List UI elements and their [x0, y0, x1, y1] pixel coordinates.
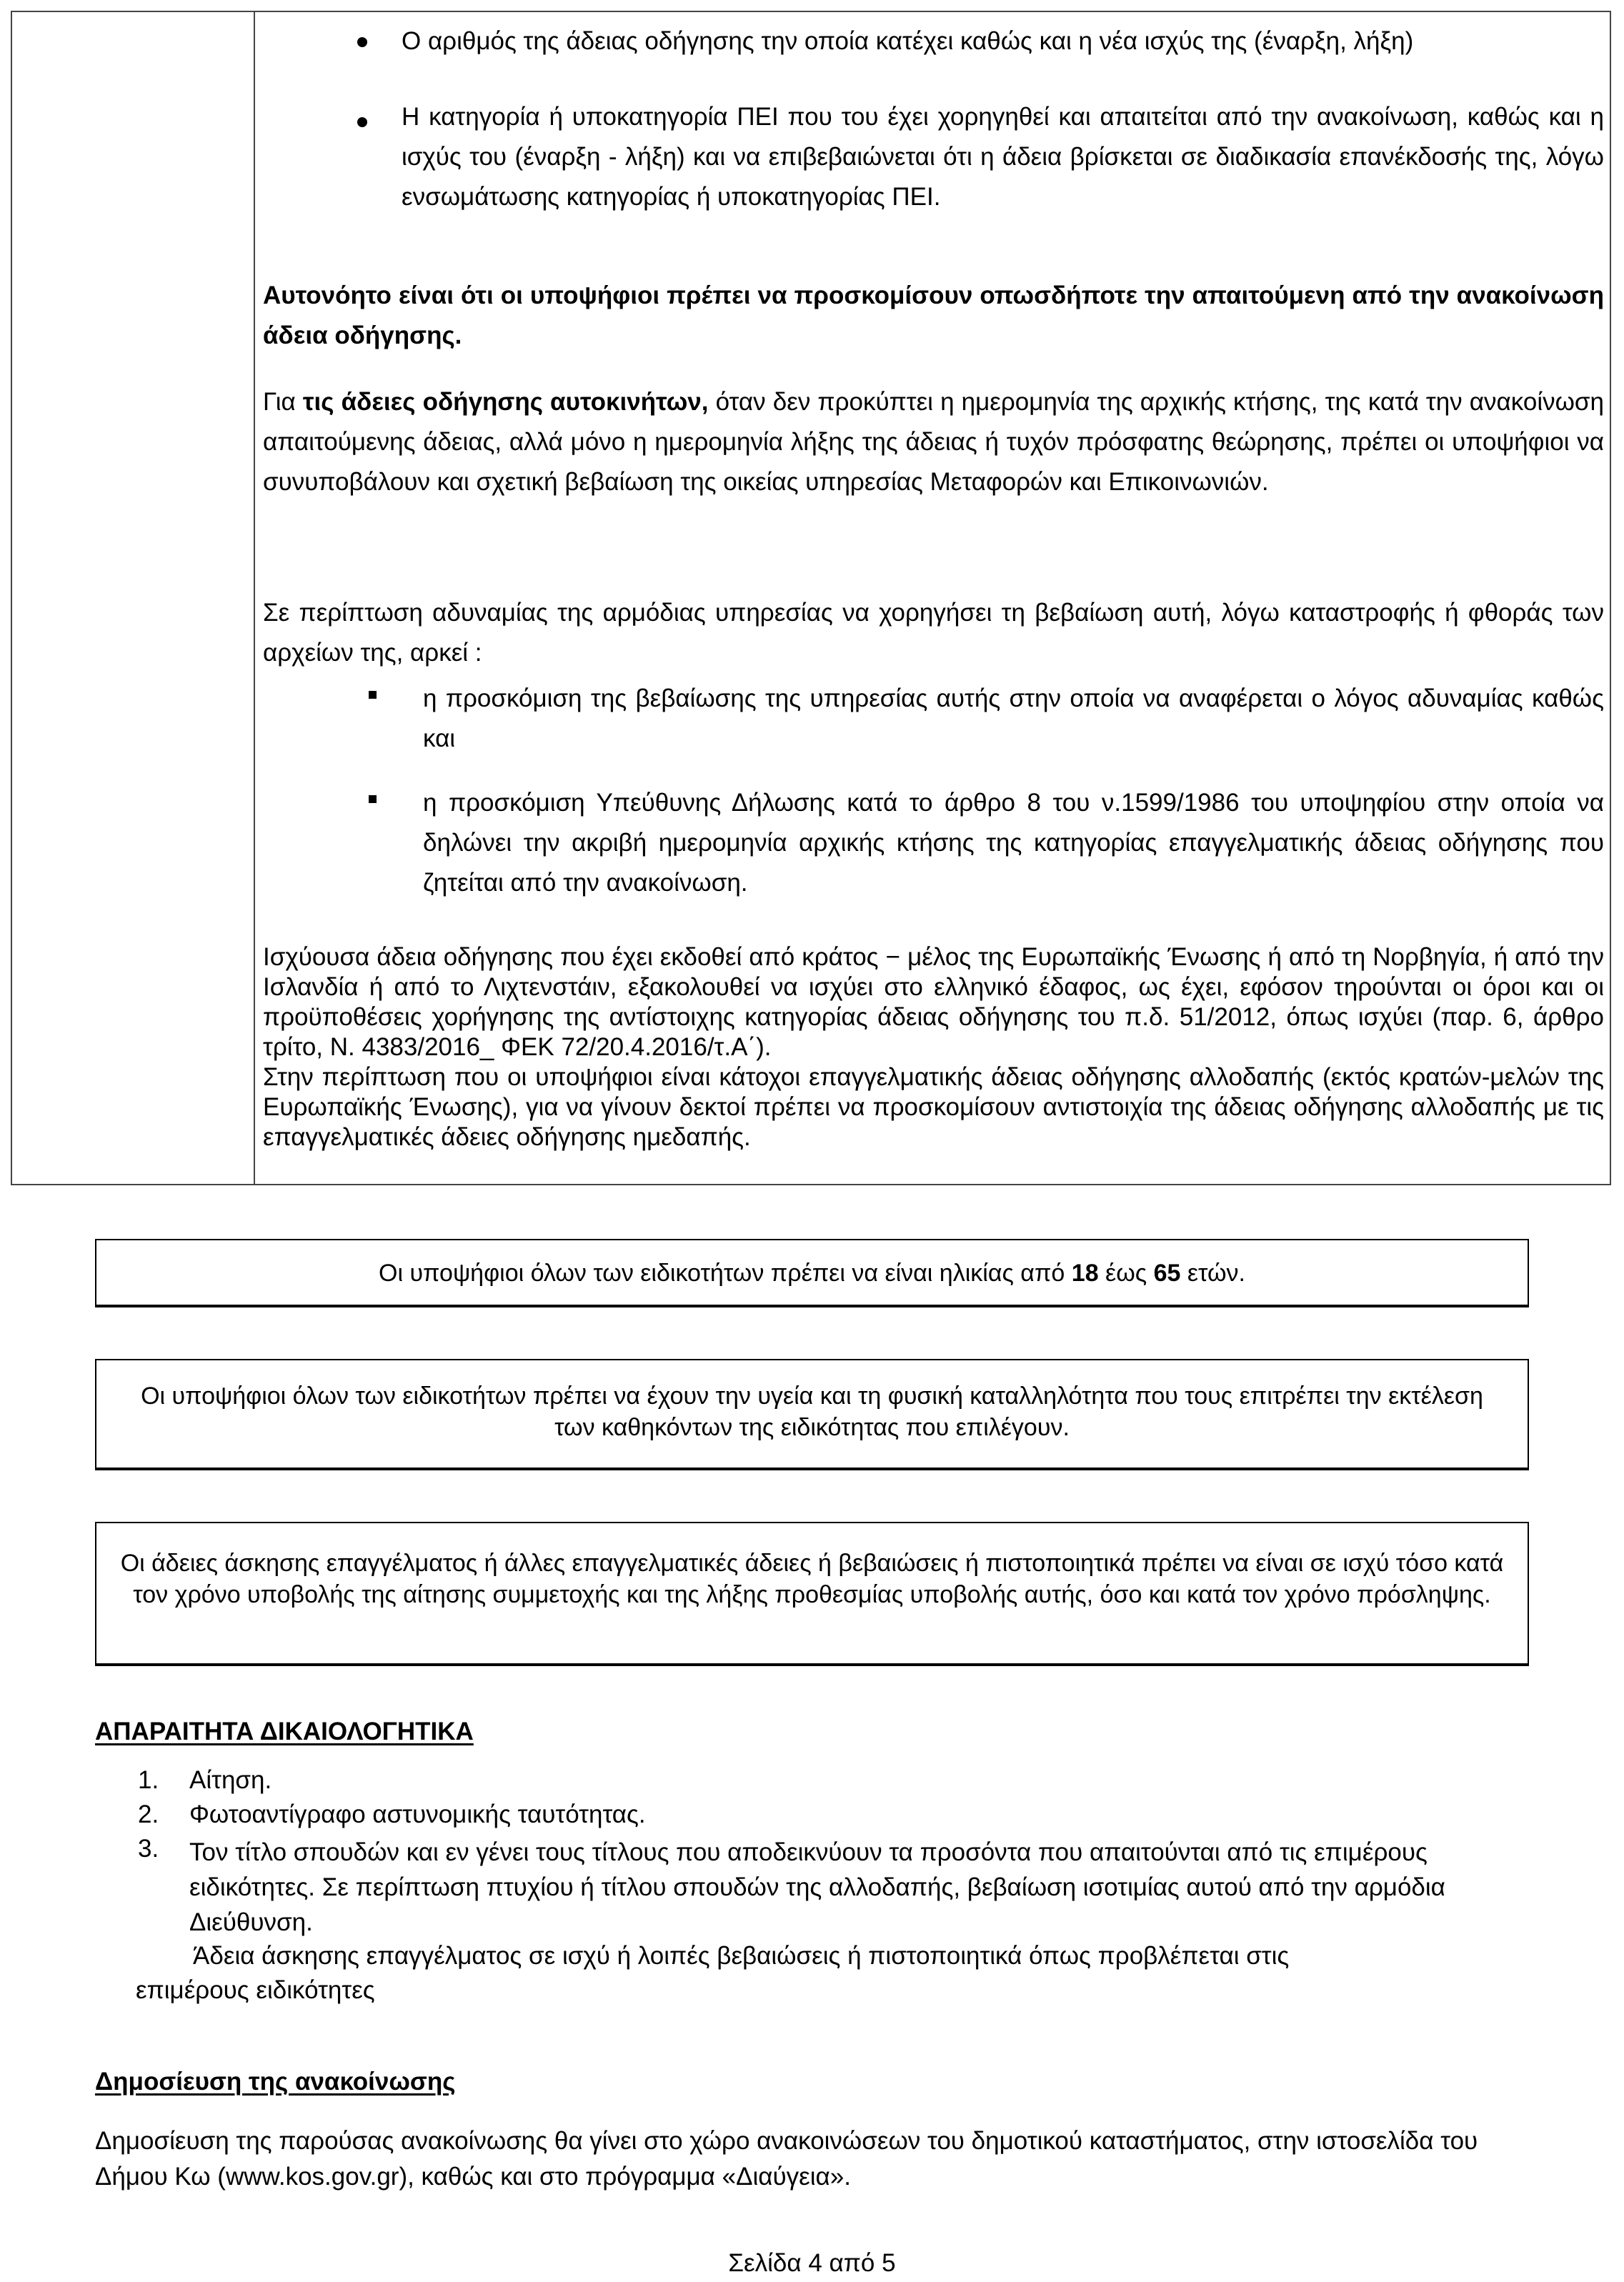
publication-text: Δημοσίευση της παρούσας ανακοίνωσης θα γίνει στο χώρο ανακοινώσεων του δημοτικού καταστήματος, στην ιστοσελίδα του Δήμου Κω (www.kos.gov.gr), καθώς και στο πρόγραμμα «Διαύγεια».: [95, 2127, 1478, 2191]
mandatory-license-note: Αυτονόητο είναι ότι οι υποψήφιοι πρέπει να προσκομίσουν οπωσδήποτε την απαιτούμενη από την ανακοίνωση άδεια οδήγησης.: [263, 281, 1604, 349]
min-age: 18: [1071, 1260, 1099, 1287]
table-column-divider: [254, 11, 255, 1185]
publication-heading: Δημοσίευση της ανακοίνωσης: [95, 2068, 456, 2096]
age-requirement-box: [95, 1239, 1529, 1307]
license-note-line: επιμέρους ειδικότητες: [136, 1976, 375, 2004]
table-left-cell: [12, 12, 252, 1184]
declaration-bullet: η προσκόμιση Υπεύθυνης Δήλωσης κατά το άρθρο 8 του ν.1599/1986 του υποψηφίου στην οποία να δηλώνει την ακριβή ημερομηνία αρχικής κτήσης της κατηγορίας επαγγελματικής άδειας οδήγησης που ζητείται από την ανακοίνωση.: [423, 789, 1604, 897]
license-number-bullet: Ο αριθμός της άδειας οδήγησης την οποία κατέχει καθώς και η νέα ισχύς της (έναρξη, λήξη): [402, 27, 1414, 55]
age-text: Οι υποψήφιοι όλων των ειδικοτήτων πρέπει να είναι ηλικίας από: [379, 1260, 1072, 1287]
cars-bold: τις άδειες οδήγησης αυτοκινήτων,: [302, 388, 709, 416]
max-age: 65: [1153, 1260, 1181, 1287]
bullet-icon: [357, 37, 367, 47]
required-documents-heading: ΑΠΑΡΑΙΤΗΤΑ ΔΙΚΑΙΟΛΟΓΗΤΙΚΑ: [95, 1718, 474, 1745]
health-requirement-box: Οι υποψήφιοι όλων των ειδικοτήτων πρέπει να έχουν την υγεία και τη φυσική καταλληλότητα που τους επιτρέπει την εκτέλεση των καθηκόντων της ειδικότητας που επιλέγουν.: [95, 1359, 1529, 1470]
eu-license-paragraph: Ισχύουσα άδεια οδήγησης που έχει εκδοθεί από κράτος − μέλος της Ευρωπαϊκής Ένωσης ή από τη Νορβηγία, ή από την Ισλανδία ή από το Λιχτενστάιν, εξακολουθεί να ισχύει στο ελληνικό έδαφος, ως έχει, εφόσον τηρούνται οι όροι και οι προϋποθέσεις χορήγησης της αντίστοιχης κατηγορίας άδειας οδήγησης του π.δ. 51/2012, όπως ισχύει (παρ. 6, άρθρο τρίτο, Ν. 4383/2016_ ΦΕΚ 72/20.4.2016/τ.Α΄).: [263, 943, 1604, 1061]
bullet-icon: [357, 117, 367, 127]
document-item: Αίτηση.: [189, 1766, 272, 1794]
square-bullet-icon: [369, 691, 377, 699]
cars-rest: όταν δεν προκύπτει η ημερομηνία της αρχικής κτήσης, της κατά την ανακοίνωση απαιτούμενης άδειας, αλλά μόνο η ημερομηνία λήξης της άδειας ή τυχόν πρόσφατης θεώρησης, πρέπει οι υποψήφιοι να συνυποβάλουν και σχετική βεβαίωση της οικείας υπηρεσίας Μεταφορών και Επικοινωνιών.: [263, 388, 1604, 496]
cars-prefix: Για: [263, 388, 303, 416]
list-number: 3.: [138, 1835, 159, 1863]
list-number: 2.: [138, 1800, 159, 1828]
page-number: Σελίδα 4 από 5: [728, 2249, 896, 2277]
list-number: 1.: [138, 1766, 159, 1794]
age-text: έως: [1098, 1260, 1154, 1287]
foreign-license-paragraph: Στην περίπτωση που οι υποψήφιοι είναι κάτοχοι επαγγελματικής άδειας οδήγησης αλλοδαπής (εκτός κρατών-μελών της Ευρωπαϊκής Ένωσης), για να γίνουν δεκτοί πρέπει να προσκομίσουν αντιστοιχία της άδειας οδήγησης αλλοδαπής με τις επαγγελματικές άδειες οδήγησης ημεδαπής.: [263, 1063, 1604, 1151]
age-text: ετών.: [1180, 1260, 1245, 1287]
certificate-bullet: η προσκόμιση της βεβαίωσης της υπηρεσίας αυτής στην οποία να αναφέρεται ο λόγος αδυναμίας καθώς και: [423, 684, 1604, 752]
document-item: Τον τίτλο σπουδών και εν γένει τους τίτλους που αποδεικνύουν τα προσόντα που απαιτούνται από τις επιμέρους ειδικότητες. Σε περίπτωση πτυχίου ή τίτλου σπουδών της αλλοδαπής, βεβαίωση ισοτιμίας αυτού από την αρμόδια Διεύθυνση.: [189, 1838, 1445, 1936]
licenses-validity-box: Οι άδειες άσκησης επαγγέλματος ή άλλες επαγγελματικές άδειες ή βεβαιώσεις ή πιστοποιητικά πρέπει να είναι σε ισχύ τόσο κατά τον χρόνο υποβολής της αίτησης συμμετοχής και της λήξης προθεσμίας υποβολής αυτής, όσο και κατά τον χρόνο πρόσληψης.: [95, 1522, 1529, 1666]
car-licenses-paragraph: [263, 382, 1604, 502]
license-note-line: Άδεια άσκησης επαγγέλματος σε ισχύ ή λοιπές βεβαιώσεις ή πιστοποιητικά όπως προβλέπεται στις: [193, 1942, 1290, 1970]
square-bullet-icon: [369, 795, 377, 803]
inability-paragraph: Σε περίπτωση αδυναμίας της αρμόδιας υπηρεσίας να χορηγήσει τη βεβαίωση αυτή, λόγω καταστροφής ή φθοράς των αρχείων της, αρκεί :: [263, 599, 1604, 667]
document-item: Φωτοαντίγραφο αστυνομικής ταυτότητας.: [189, 1800, 646, 1828]
pei-category-bullet: Η κατηγορία ή υποκατηγορία ΠΕΙ που του έχει χορηγηθεί και απαιτείται από την ανακοίνωση, καθώς και η ισχύς του (έναρξη - λήξη) και να επιβεβαιώνεται ότι η άδεια βρίσκεται σε διαδικασία επανέκδοσής της, λόγω ενσωμάτωσης κατηγορίας ή υποκατηγορίας ΠΕΙ.: [402, 103, 1604, 211]
